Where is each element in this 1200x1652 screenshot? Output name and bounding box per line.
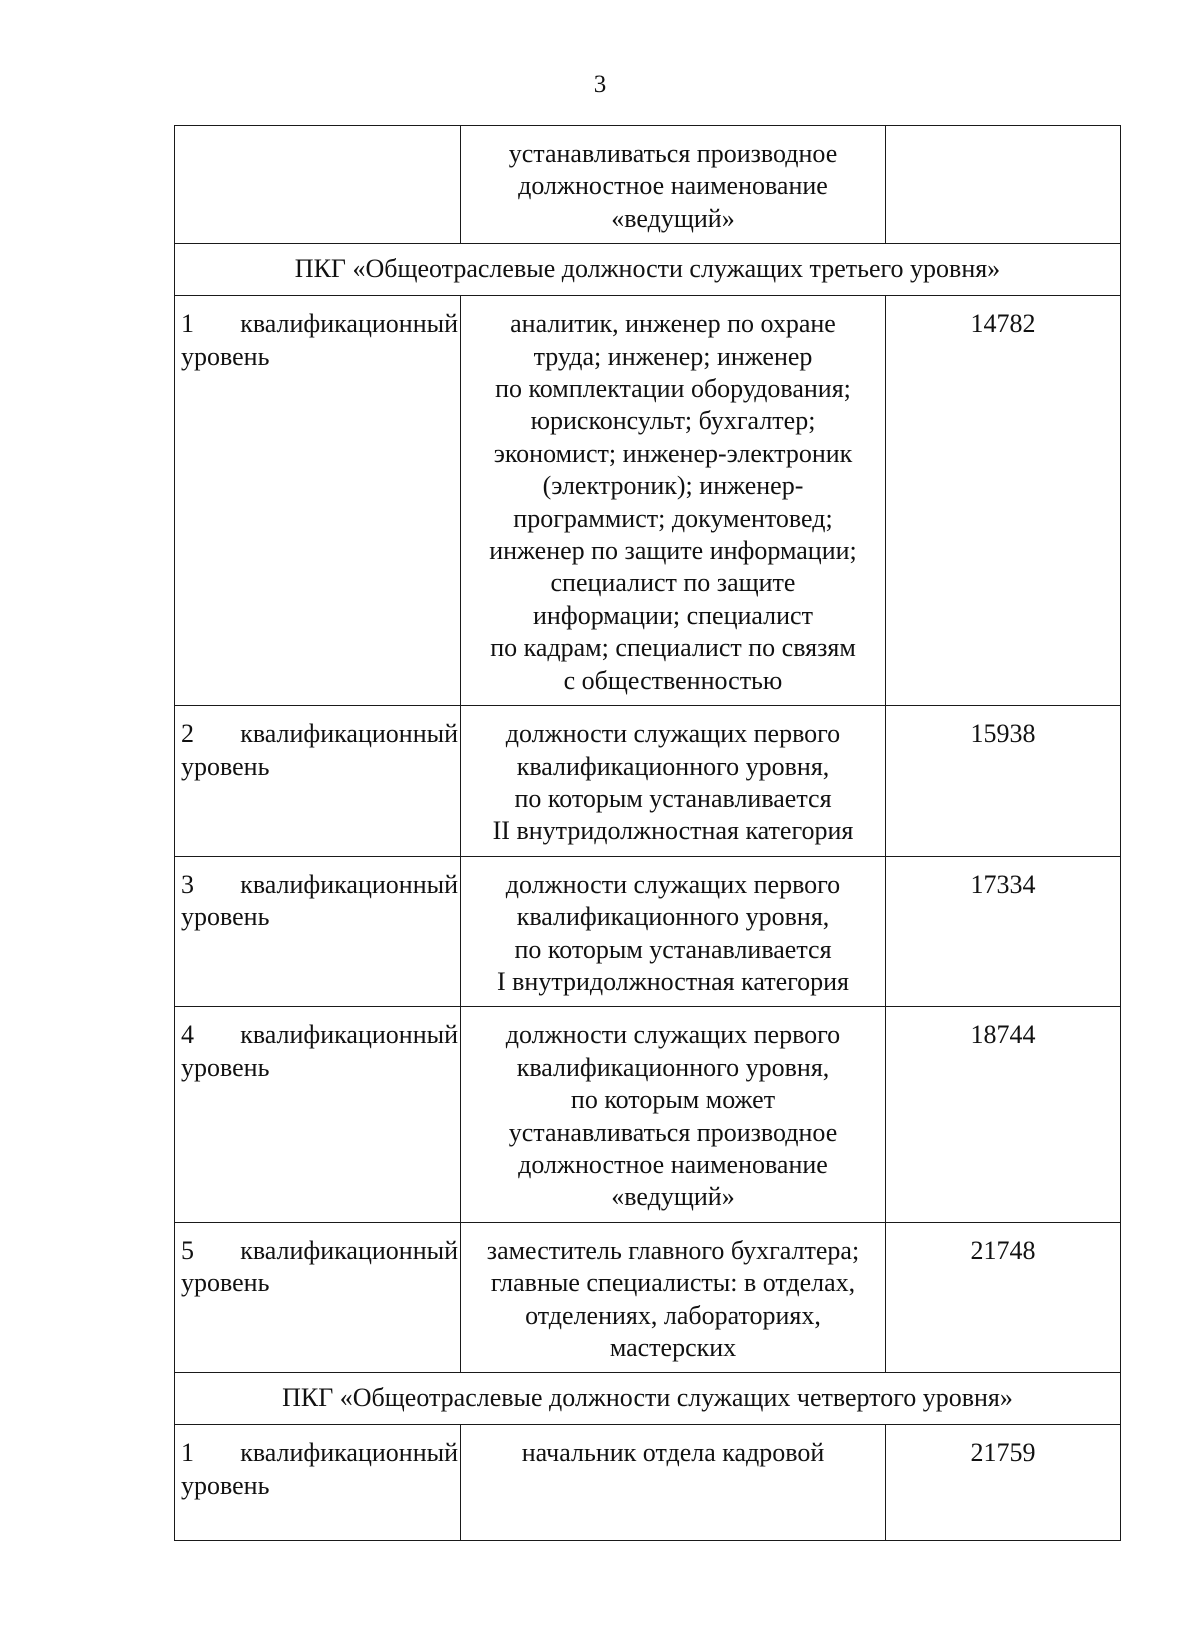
level-word: квалификационный <box>240 1438 458 1468</box>
level-word: квалификационный <box>240 719 458 749</box>
description-line: I внутридолжностная категория <box>496 966 850 996</box>
level-suffix: уровень <box>181 1470 270 1500</box>
description-line: должностное наименование <box>518 171 828 201</box>
description-cell <box>461 1007 886 1222</box>
description-line: юрисконсульт; бухгалтер; <box>530 406 816 436</box>
description-line: мастерских <box>609 1333 737 1362</box>
description-line: должности служащих первого <box>505 1020 841 1050</box>
level-number: 3 <box>181 869 194 899</box>
salary-cell: 21748 <box>886 1222 1121 1373</box>
level-line <box>181 1437 458 1469</box>
level-number: 4 <box>181 1020 194 1050</box>
table-row <box>175 296 1121 706</box>
continuation-row <box>175 126 1121 244</box>
description-line: квалификационного уровня, <box>516 902 830 932</box>
description-line: должности служащих первого <box>505 719 841 749</box>
description-line: заместитель главного бухгалтера; <box>486 1235 860 1265</box>
description-cell <box>461 296 886 706</box>
description-line: по которым может <box>570 1085 776 1115</box>
salary-cell: 14782 <box>886 296 1121 706</box>
level-number: 2 <box>181 719 194 749</box>
salary-cell: 18744 <box>886 1007 1121 1222</box>
description-line: главные специалисты: в отделах, <box>490 1268 856 1298</box>
level-line <box>181 308 458 340</box>
description-line: должностное наименование <box>518 1149 828 1179</box>
page-number: 3 <box>593 71 607 98</box>
description-line: по которым устанавливается <box>514 783 832 813</box>
description-cell <box>461 1222 886 1373</box>
group-header-row <box>175 244 1121 296</box>
level-suffix: уровень <box>181 1268 270 1298</box>
description-line: информации; специалист <box>533 600 813 630</box>
description-line: труда; инженер; инженер <box>533 341 813 371</box>
description-line: квалификационного уровня, <box>516 751 830 781</box>
table-row <box>175 1425 1121 1541</box>
description-line: (электроник); инженер- <box>542 471 804 501</box>
level-number: 5 <box>181 1235 194 1265</box>
salary-cell <box>886 126 1121 244</box>
group-title: ПКГ «Общеотраслевые должности служащих четвертого уровня» <box>175 1373 1121 1425</box>
description-line: по комплектации оборудования; <box>495 374 851 404</box>
description-line: устанавливаться производное <box>508 139 838 168</box>
level-cell <box>175 856 461 1007</box>
description-line: программист; документовед; <box>513 503 833 533</box>
description-line: по кадрам; специалист по связям <box>490 633 856 663</box>
description-cell <box>461 126 886 244</box>
level-line <box>181 718 458 750</box>
group-title: ПКГ «Общеотраслевые должности служащих третьего уровня» <box>175 244 1121 296</box>
table-row <box>175 1007 1121 1222</box>
table-body <box>175 126 1121 1541</box>
level-number: 1 <box>181 309 194 339</box>
salary-cell: 17334 <box>886 856 1121 1007</box>
description-line: начальник отдела кадровой <box>521 1438 825 1468</box>
description-cell <box>461 856 886 1007</box>
level-suffix: уровень <box>181 341 270 371</box>
description-cell <box>461 706 886 857</box>
description-line: с общественностью <box>563 665 783 695</box>
level-cell <box>175 126 461 244</box>
level-suffix: уровень <box>181 902 270 932</box>
description-line: «ведущий» <box>611 203 735 233</box>
level-cell <box>175 1007 461 1222</box>
description-line: экономист; инженер-электроник <box>493 438 853 468</box>
description-line: «ведущий» <box>611 1182 735 1212</box>
level-line <box>181 1235 458 1267</box>
description-line: отделениях, лабораториях, <box>525 1300 821 1330</box>
table-row <box>175 1222 1121 1373</box>
level-cell <box>175 296 461 706</box>
level-suffix: уровень <box>181 751 270 781</box>
description-line: должности служащих первого <box>505 869 841 899</box>
level-cell <box>175 706 461 857</box>
description-line: инженер по защите информации; <box>489 536 857 566</box>
description-line: квалификационного уровня, <box>516 1052 830 1082</box>
salary-cell: 21759 <box>886 1425 1121 1541</box>
description-cell <box>461 1425 886 1541</box>
description-line: аналитик, инженер по охране <box>510 309 836 339</box>
level-word: квалификационный <box>240 869 458 899</box>
table-row <box>175 706 1121 857</box>
salary-table <box>174 125 1121 1541</box>
description-line: по которым устанавливается <box>514 934 832 964</box>
salary-cell: 15938 <box>886 706 1121 857</box>
level-cell <box>175 1425 461 1541</box>
level-word: квалификационный <box>240 1235 458 1265</box>
level-cell <box>175 1222 461 1373</box>
level-line <box>181 869 458 901</box>
level-word: квалификационный <box>240 1020 458 1050</box>
table-row <box>175 856 1121 1007</box>
description-line: устанавливаться производное <box>508 1117 838 1147</box>
description-line: специалист по защите <box>550 568 796 598</box>
level-suffix: уровень <box>181 1052 270 1082</box>
description-line: II внутридолжностная категория <box>492 816 854 846</box>
level-word: квалификационный <box>240 309 458 339</box>
group-header-row <box>175 1373 1121 1425</box>
level-number: 1 <box>181 1438 194 1468</box>
level-line <box>181 1019 458 1051</box>
